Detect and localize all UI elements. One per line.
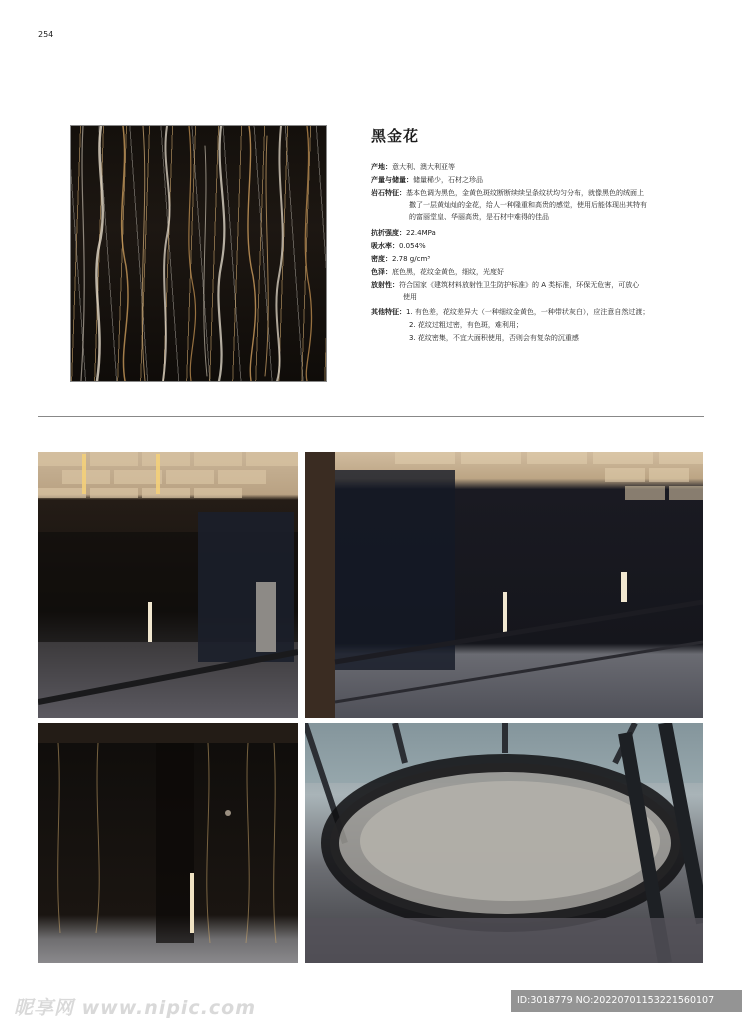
spec-key: 产地： bbox=[371, 163, 392, 171]
marble-swatch-image bbox=[70, 125, 327, 382]
radioactivity-line-2: 使用 bbox=[403, 293, 417, 301]
spec-key: 产量与储量： bbox=[371, 176, 413, 184]
spec-radioactivity bbox=[371, 280, 701, 291]
spec-origin bbox=[371, 162, 701, 173]
spec-water-absorption bbox=[371, 241, 701, 252]
spec-reserves bbox=[371, 175, 701, 186]
spec-density bbox=[371, 254, 701, 265]
other-feature-1: 1. 有色差，花纹差异大（一种细纹金黄色，一种带状灰白），应注意自然过渡； bbox=[406, 308, 650, 316]
marble-veins bbox=[71, 126, 326, 381]
spec-value: 储量稀少，石材之珍品 bbox=[413, 176, 483, 184]
spec-other-features bbox=[371, 307, 701, 318]
spec-value: 底色黑，花纹金黄色，细纹，光度好 bbox=[392, 268, 504, 276]
spec-value: 意大利、澳大利亚等 bbox=[392, 163, 455, 171]
image-id-bar: ID:3018779 NO:20220701153221560107 bbox=[511, 990, 742, 1012]
photo-black-gold-columns bbox=[38, 723, 298, 963]
spec-rock-features bbox=[371, 188, 701, 199]
spec-key: 吸水率： bbox=[371, 242, 399, 250]
page-number: 254 bbox=[38, 30, 54, 39]
spec-value: 2.78 g/cm³ bbox=[392, 255, 431, 263]
spec-value: 22.4MPa bbox=[406, 229, 436, 237]
product-title: 黑金花 bbox=[371, 127, 420, 145]
spec-value: 基本色调为黑色，金黄色斑纹断断续续呈条纹状均匀分布，就像黑色的绒面上 bbox=[406, 189, 644, 197]
spec-key: 抗折强度： bbox=[371, 229, 406, 237]
photo-elevator-lobby-wide bbox=[305, 452, 703, 718]
spec-key: 密度： bbox=[371, 255, 392, 263]
spec-key: 放射性： bbox=[371, 281, 399, 289]
rock-features-line-2: 撒了一层黄灿灿的金花，给人一种隆重和高贵的感觉，使用后能体现出其特有 bbox=[409, 201, 647, 209]
watermark-text: 昵享网 www.nipic.com bbox=[14, 997, 257, 1019]
spec-value: 符合国家《建筑材料放射性卫生防护标准》的 A 类标准，环保无危害，可放心 bbox=[399, 281, 640, 289]
photo-2-detail bbox=[305, 452, 703, 718]
photo-marble-floor-entrance bbox=[305, 723, 703, 963]
spec-color bbox=[371, 267, 701, 278]
other-feature-3: 3. 花纹密集，不宜大面积使用，否则会有复杂的沉重感 bbox=[409, 334, 579, 342]
spec-key: 其他特征： bbox=[371, 308, 406, 316]
photo-4-detail bbox=[305, 723, 703, 963]
rock-features-line-3: 的富丽堂皇、华丽高贵，是石材中难得的佳品 bbox=[409, 213, 549, 221]
spec-value: 0.054% bbox=[399, 242, 426, 250]
spec-key: 岩石特征： bbox=[371, 189, 406, 197]
photo-1-detail bbox=[38, 452, 298, 718]
spec-key: 色泽： bbox=[371, 268, 392, 276]
section-divider bbox=[38, 416, 704, 417]
spec-flexural-strength bbox=[371, 228, 701, 239]
other-feature-2: 2. 花纹过粗过密，有色斑，难利用； bbox=[409, 321, 523, 329]
photo-3-detail bbox=[38, 723, 298, 963]
photo-elevator-lobby-left bbox=[38, 452, 298, 718]
